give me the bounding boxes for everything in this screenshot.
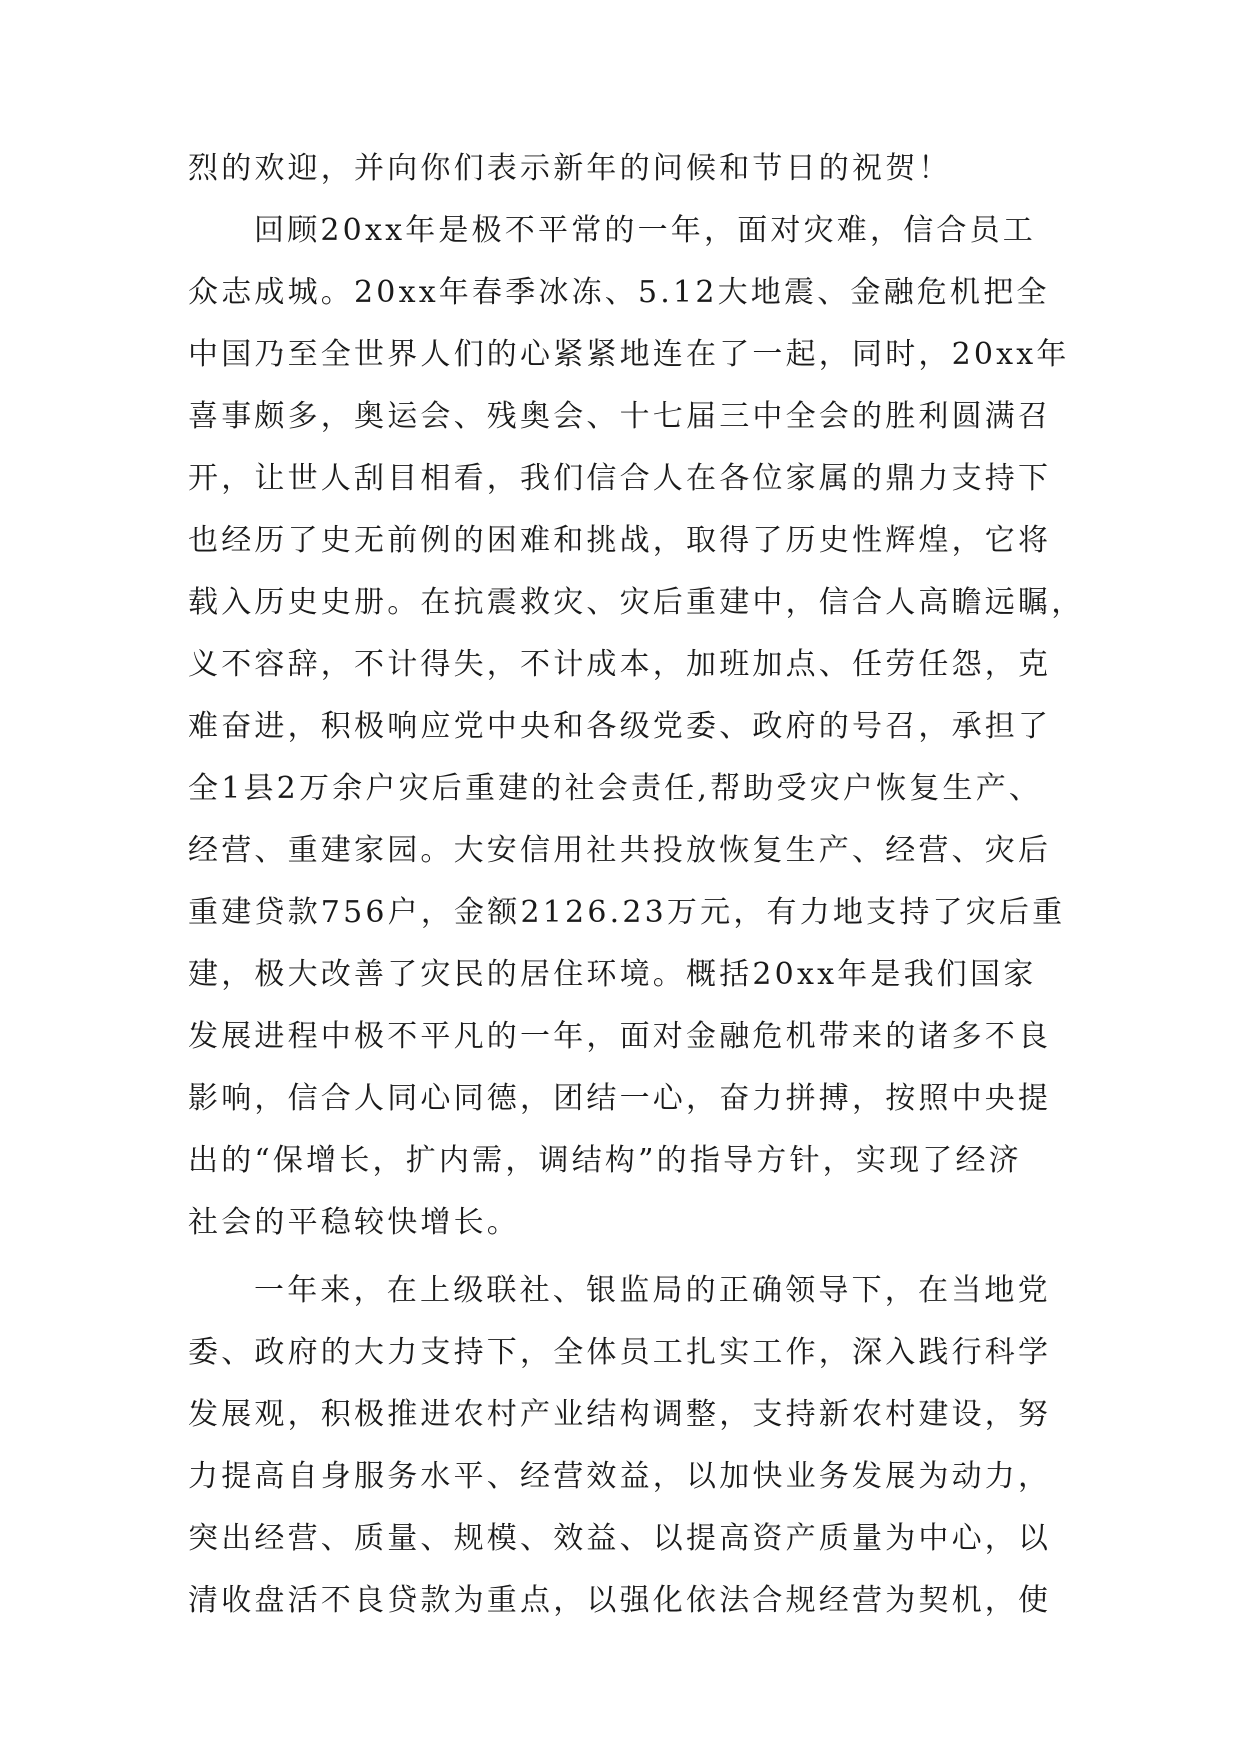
text-line: 载入历史史册。在抗震救灾、灾后重建中，信合人高瞻远瞩， (188, 585, 1085, 620)
text-line: 社会的平稳较快增长。 (188, 1205, 520, 1240)
text-line: 清收盘活不良贷款为重点，以强化依法合规经营为契机，使 (188, 1583, 1052, 1618)
text-line: 烈的欢迎，并向你们表示新年的问候和节日的祝贺！ (188, 151, 952, 186)
text-line: 喜事颇多，奥运会、残奥会、十七届三中全会的胜利圆满召 (188, 399, 1052, 434)
text-line: 一年来，在上级联社、银监局的正确领导下，在当地党 (254, 1273, 1051, 1308)
paragraph-1 (188, 138, 1054, 200)
text-line: 重建贷款756户，金额2126.23万元，有力地支持了灾后重 (188, 895, 1066, 930)
text-line: 全1县2万余户灾后重建的社会责任,帮助受灾户恢复生产、 (188, 771, 1043, 806)
text-line: 开，让世人刮目相看，我们信合人在各位家属的鼎力支持下 (188, 461, 1052, 496)
text-line: 中国乃至全世界人们的心紧紧地连在了一起，同时，20xx年 (188, 337, 1070, 372)
text-line: 发展进程中极不平凡的一年，面对金融危机带来的诸多不良 (188, 1019, 1052, 1054)
text-line: 经营、重建家园。大安信用社共投放恢复生产、经营、灾后 (188, 833, 1052, 868)
paragraph-3 (188, 1260, 1054, 1632)
text-line: 回顾20xx年是极不平常的一年，面对灾难，信合员工 (254, 213, 1037, 248)
text-line: 影响，信合人同心同德，团结一心，奋力拼搏，按照中央提 (188, 1081, 1052, 1116)
document-body (188, 138, 1085, 1632)
paragraph-2 (188, 200, 1085, 1254)
text-line: 发展观，积极推进农村产业结构调整，支持新农村建设，努 (188, 1397, 1052, 1432)
text-line: 众志成城。20xx年春季冰冻、5.12大地震、金融危机把全 (188, 275, 1050, 310)
text-line: 也经历了史无前例的困难和挑战，取得了历史性辉煌，它将 (188, 523, 1052, 558)
text-line: 建，极大改善了灾民的居住环境。概括20xx年是我们国家 (188, 957, 1037, 992)
text-line: 委、政府的大力支持下，全体员工扎实工作，深入践行科学 (188, 1335, 1052, 1370)
text-line: 难奋进，积极响应党中央和各级党委、政府的号召，承担了 (188, 709, 1052, 744)
text-line: 义不容辞，不计得失，不计成本，加班加点、任劳任怨，克 (188, 647, 1052, 682)
text-line: 突出经营、质量、规模、效益、以提高资产质量为中心，以 (188, 1521, 1052, 1556)
text-line: 力提高自身服务水平、经营效益，以加快业务发展为动力， (188, 1459, 1052, 1494)
text-line: 出的“保增长，扩内需，调结构”的指导方针，实现了经济 (188, 1143, 1022, 1178)
